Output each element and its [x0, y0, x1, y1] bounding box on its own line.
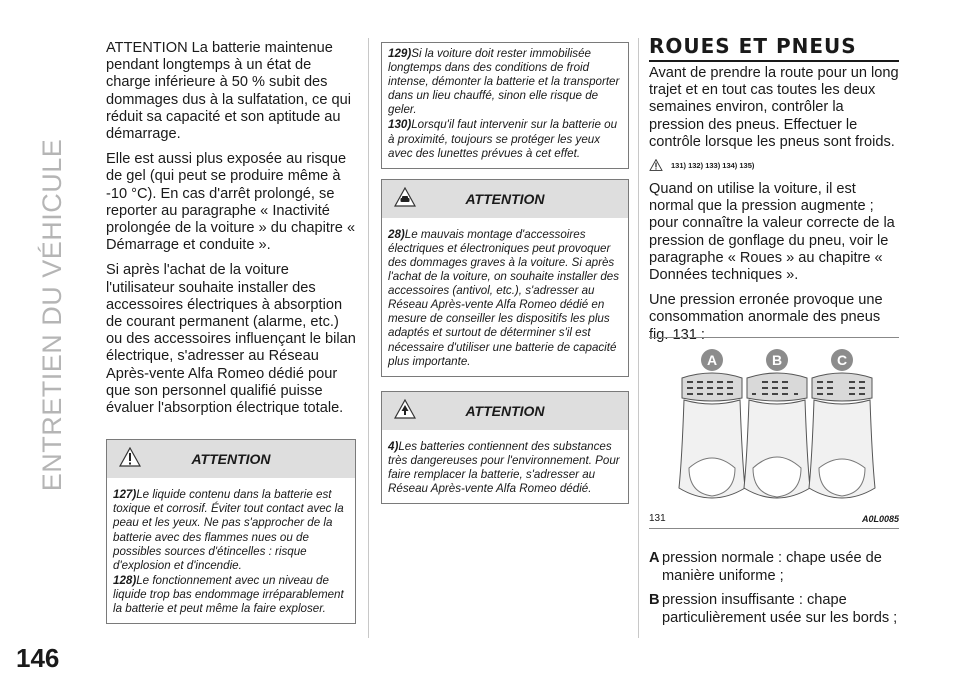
- column-divider: [638, 38, 639, 638]
- tire-label: C: [836, 352, 848, 368]
- note-item: [388, 118, 622, 160]
- warning-item: [113, 574, 349, 616]
- warning-box: [381, 179, 629, 377]
- tire-label: B: [771, 352, 783, 368]
- warning-item: [388, 440, 622, 496]
- column-divider: [368, 38, 369, 638]
- note-text: Les batteries contiennent des substances très dangereuses pour l'environnement. Pour faire remplacer la batterie, s'adresser au Réseau Après-vente Alfa Romeo dédié.: [388, 439, 620, 495]
- legend-item: [649, 549, 899, 585]
- warning-title: ATTENTION: [465, 402, 545, 419]
- legend-text: pression insuffisante : chape particulièrement usée sur les bords ;: [662, 592, 898, 626]
- note-number: 4): [388, 439, 399, 453]
- tire-c: [809, 349, 875, 498]
- warning-item: [113, 488, 349, 573]
- warning-body: [107, 478, 355, 623]
- paragraph: Avant de prendre la route pour un long trajet et en tout cas toutes les deux semaines environ, contrôler la pression des pneus. Effectuer le contrôle lorsque les pneus sont froids.: [649, 65, 899, 150]
- reference-numbers: 131) 132) 133) 134) 135): [671, 160, 755, 170]
- note-number: 128): [113, 573, 137, 587]
- warning-header: [382, 392, 628, 430]
- warning-item: [388, 228, 622, 369]
- legend-text: pression normale : chape usée de manière uniforme ;: [662, 550, 882, 584]
- note-item: [388, 47, 622, 117]
- warning-body: [382, 430, 628, 503]
- sidebar-chapter-title: ENTRETIEN DU VÉHICULE: [37, 138, 67, 492]
- tire-label: A: [706, 352, 718, 368]
- note-text: Le liquide contenu dans la batterie est toxique et corrosif. Éviter tout contact avec la peau et les yeux. Ne pas s'approcher de la batterie avec des flammes nues ou de possibles sources d'étincelles : risque d'explosion et d'incendie.: [113, 488, 344, 572]
- paragraph: ATTENTION La batterie maintenue pendant longtemps à un état de charge inférieure à 50 % subit des dommages dus à la sulfatation, ce qui réduit sa capacité et son aptitude au démarrage.: [106, 40, 351, 143]
- note-number: 129): [388, 47, 412, 60]
- tire-wear-figure: [649, 337, 899, 529]
- notes-box: [381, 42, 629, 169]
- note-text: Lorsqu'il faut intervenir sur la batterie ou à proximité, toujours se protéger les yeux avec des lunettes prévues à cet effet.: [388, 118, 618, 160]
- paragraph: Une pression erronée provoque une consommation anormale des pneus fig. 131 :: [649, 292, 883, 343]
- note-text: Le fonctionnement avec un niveau de liquide trop bas endommage irréparablement la batterie et peut même la faire exploser.: [113, 573, 344, 616]
- note-text: Le mauvais montage d'accessoires électriques et électroniques peut provoquer des dommages graves à la voiture. Si après l'achat de la voiture, on souhaite installer des accessoires (antivol, etc.), s'adresser au Réseau Après-vente Alfa Romeo dédié en mesure de conseiller les dispositifs les plus adaptés et surtout de déterminer s'il est nécessaire d'utiliser une batterie de capacité plus importante.: [388, 227, 620, 368]
- warning-references: [649, 159, 899, 171]
- legend-key: B: [649, 592, 660, 608]
- warning-triangle-icon: [649, 159, 663, 171]
- warning-header: [107, 440, 355, 478]
- tire-b: [744, 349, 810, 498]
- warning-box: [381, 391, 629, 504]
- notes-body: [382, 43, 628, 168]
- tire-illustration: [649, 338, 899, 508]
- section-title: ROUES ET PNEUS: [649, 34, 899, 62]
- warning-body: [382, 218, 628, 376]
- legend-item: [649, 591, 899, 627]
- legend-key: A: [649, 550, 660, 566]
- paragraph: Quand on utilise la voiture, il est normal que la pression augmente ; pour connaître la valeur correcte de la pression de gonflage du pneu, voir le paragraphe « Roues » au chapitre « Données techniques ».: [649, 181, 895, 284]
- warning-box: [106, 439, 356, 624]
- column-1: [106, 40, 356, 624]
- tire-a: [679, 349, 745, 498]
- note-text: Si la voiture doit rester immobilisée longtemps dans des conditions de froid intense, démonter la batterie et la transporter dans un lieu chauffé, sinon elle risque de geler.: [388, 47, 620, 117]
- note-number: 130): [388, 118, 412, 132]
- warning-header: [382, 180, 628, 218]
- figure-number: 131: [649, 513, 666, 524]
- figure-legend: [649, 549, 899, 633]
- note-number: 28): [388, 227, 405, 241]
- figure-code: A0L0085: [861, 514, 899, 524]
- column-2: [381, 42, 629, 504]
- warning-title: ATTENTION: [191, 451, 271, 468]
- paragraph: Elle est aussi plus exposée au risque de gel (qui peut se produire même à -10 °C). En cas d'arrêt prolongé, se reporter au paragraphe « Inactivité prolongée de la voiture » du chapitre « Démarrage et conduite ».: [106, 151, 356, 254]
- paragraph: Si après l'achat de la voiture l'utilisateur souhaite installer des accessoires électriques à absorption de courant permanent (alarme, etc.) ou des accessoires influençant le bilan électrique, s'adresser au Réseau Après-vente Alfa Romeo dédié pour que son personnel qualifié puisse évaluer l'absorption électrique totale.: [106, 262, 356, 417]
- page-number: 146: [16, 643, 60, 673]
- warning-title: ATTENTION: [465, 190, 545, 207]
- note-number: 127): [113, 488, 137, 502]
- column-3: [649, 34, 899, 352]
